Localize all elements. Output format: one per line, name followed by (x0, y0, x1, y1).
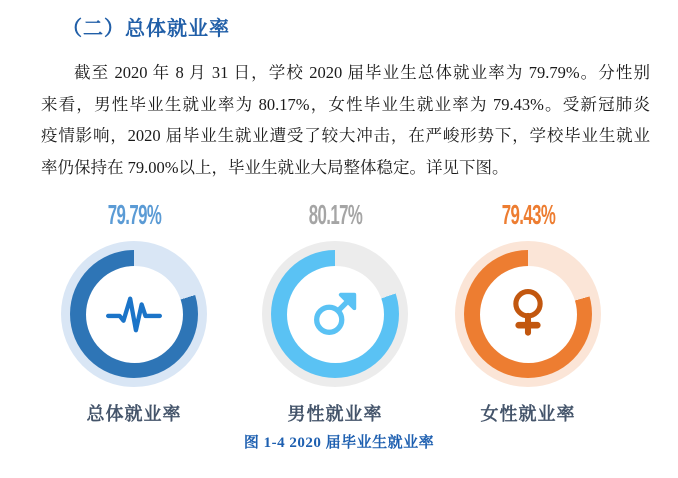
donut-chart-female (448, 198, 608, 426)
donut-halo (61, 241, 207, 387)
male-icon (308, 287, 362, 341)
body-line: 率仍保持在 79.00%以上，毕业生就业大局整体稳定。详见下图。 (41, 157, 509, 177)
chart-label: 女性就业率 (480, 404, 576, 424)
body-line: 疫情影响，2020 届毕业生就业遭受了较大冲击，在严峻形势下，学校毕业生就业 (41, 126, 650, 146)
pulse-icon (105, 292, 163, 336)
donut-halo (262, 241, 408, 387)
percent-value: 80.17% (308, 199, 362, 230)
donut-chart-overall (54, 198, 214, 426)
percent-value: 79.79% (107, 199, 161, 230)
chart-label: 男性就业率 (287, 404, 383, 424)
body-paragraph (41, 57, 650, 183)
donut-chart-male (255, 198, 415, 426)
percent-value: 79.43% (501, 199, 555, 230)
donut-hole (86, 266, 183, 363)
section-heading: （二）总体就业率 (62, 18, 230, 40)
donut-charts-row (0, 198, 678, 423)
donut-halo (455, 241, 601, 387)
donut-hole (480, 266, 577, 363)
body-line: 截至 2020 年 8 月 31 日，学校 2020 届毕业生总体就业率为 79.79%。分性别 (74, 63, 650, 82)
figure-caption: 图 1-4 2020 届毕业生就业率 (243, 435, 435, 451)
chart-label: 总体就业率 (86, 404, 182, 424)
body-line: 来看，男性毕业生就业率为 80.17%，女性毕业生就业率为 79.43%。受新冠肺炎 (41, 94, 650, 114)
donut-hole (287, 266, 384, 363)
female-icon (505, 286, 551, 342)
